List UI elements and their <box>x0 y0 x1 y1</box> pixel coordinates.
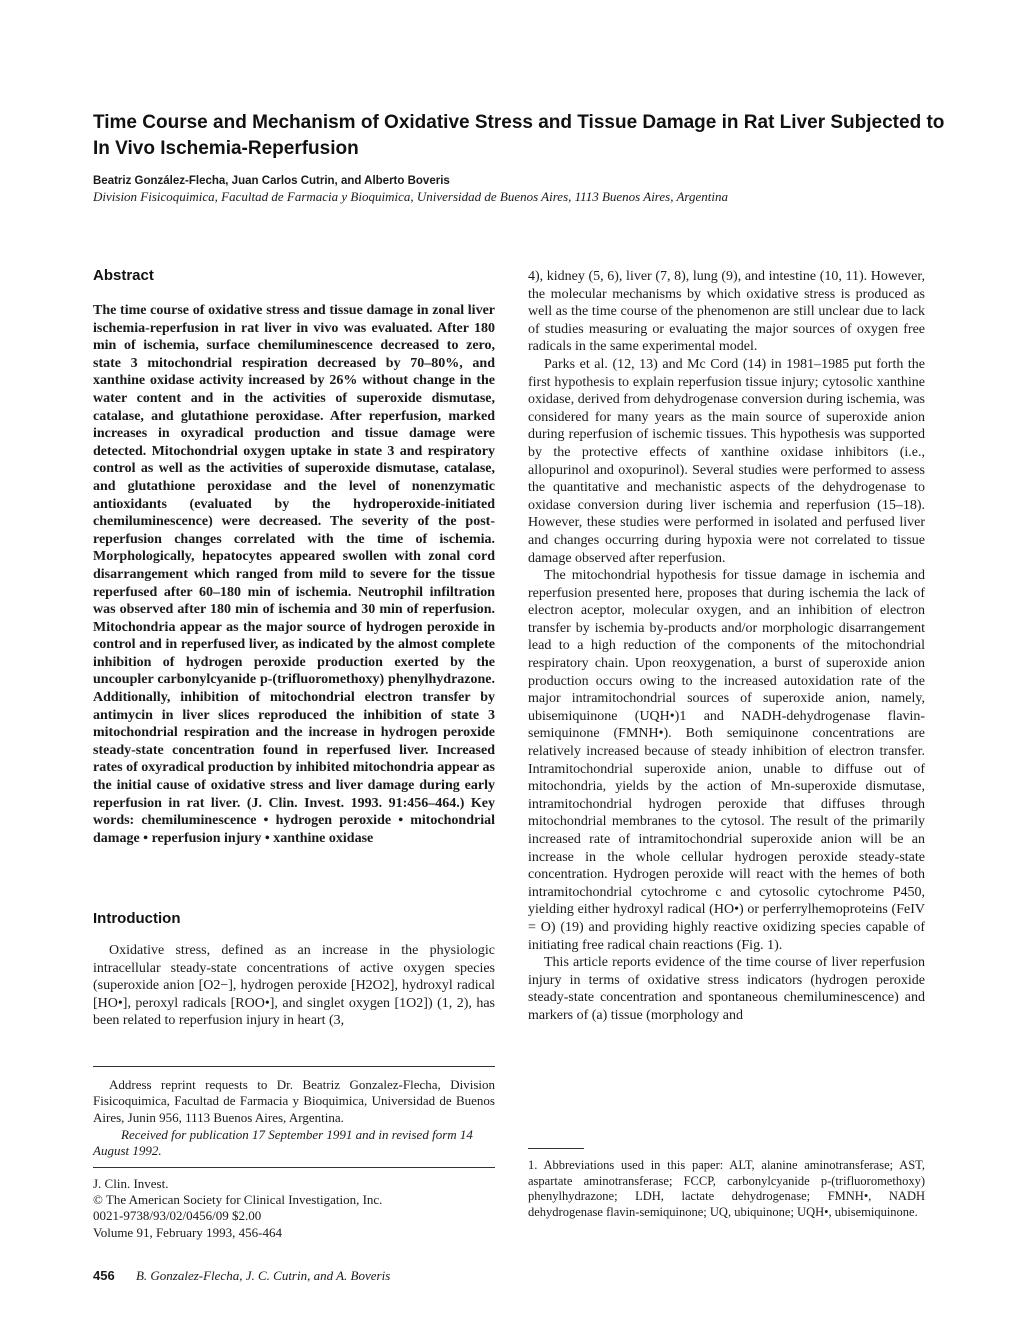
volume: Volume 91, February 1993, 456-464 <box>93 1224 282 1240</box>
paragraph: 4), kidney (5, 6), liver (7, 8), lung (9), and intestine (10, 11). However, the molecular mechanisms by which oxidative stress is produced as well as the time course of the phenomenon are still unclear due to lack of studies measuring or evaluating the major sources of oxygen free radicals in the same experimental model. <box>528 269 925 355</box>
page-number: 456 <box>93 1268 115 1283</box>
running-authors: B. Gonzalez-Flecha, J. C. Cutrin, and A. Boveris <box>135 1268 391 1283</box>
journal-info <box>93 1176 495 1241</box>
article-title: Time Course and Mechanism of Oxidative Stress and Tissue Damage in Rat Liver Subjected to In Vivo Ischemia-Reperfusion <box>93 112 945 159</box>
journal-name: J. Clin. Invest. <box>93 1176 169 1191</box>
paragraph: The mitochondrial hypothesis for tissue damage in ischemia and reperfusion presented here, proposes that during ischemia the lack of electron aceptor, molecular oxygen, and an inhibition of electron transfer by ischemia by-products and/or morphologic disarrangement lead to a high reduction of the components of the mitochondrial respiratory chain. Upon reoxygenation, a burst of superoxide anion production occurs owing to the increased autoxidation rate of the major intramitochondrial sources of superoxide anion, namely, ubisemiquinone (UQH•)1 and NADH-dehydrogenase flavin-semiquinone (FMNH•). Both semiquinone concentrations are relatively increased because of steady inhibition of electron transfer. Intramitochondrial superoxide anion, unable to diffuse out of mitochondria, yields by the action of Mn-superoxide dismutase, intramitochondrial hydrogen peroxide that diffuses through mitochondrial membranes to the cytosol. The result of the primarily increased rate of intramitochondrial superoxide anion will be an increase in the whole cellular hydrogen peroxide steady-state concentration. Hydrogen peroxide will react with the hemes of both intramitochondrial cytochrome c and cytosolic cytochrome P450, yielding either hydroxyl radical (HO•) or perferrylhemoproteins (FeIV = O) (19) and providing highly reactive oxidizing species capable of initiating free radical chain reactions (Fig. 1). <box>528 568 925 953</box>
introduction-heading: Introduction <box>93 910 181 927</box>
paragraph: This article reports evidence of the time course of liver reperfusion injury in terms of oxidative stress indicators (hydrogen peroxide steady-state concentration and spontaneous chemiluminescence) and markers of (a) tissue (morphology and <box>528 955 925 1023</box>
author-list: Beatriz González-Flecha, Juan Carlos Cutrin, and Alberto Boveris <box>93 175 450 187</box>
abstract-text: The time course of oxidative stress and tissue damage in zonal liver ischemia-reperfusion in rat liver in vivo was evaluated. After 180 min of ischemia, surface chemiluminescence decreased to zero, state 3 mitochondrial respiration decreased by 70–80%, and xanthine oxidase activity increased by 26% without change in the water content and in the activities of superoxide dismutase, catalase, and glutathione peroxidase. After reperfusion, marked increases in oxyradical production and tissue damage were detected. Mitochondrial oxygen uptake in state 3 and respiratory control as well as the activities of superoxide dismutase, catalase, and glutathione peroxidase and the level of nonenzymatic antioxidants (evaluated by the hydroperoxide-initiated chemiluminescence) were decreased. The severity of the post-reperfusion changes correlated with the time of ischemia. Morphologically, hepatocytes appeared swollen with zonal cord disarrangement which ranged from mild to severe for the tissue reperfused after 60–180 min of ischemia. Neutrophil infiltration was observed after 180 min of ischemia and 30 min of reperfusion. Mitochondria appear as the major source of hydrogen peroxide in control and in reperfused liver, as indicated by the almost complete inhibition of hydrogen peroxide production exerted by the uncoupler carbonylcyanide p-(trifluoromethoxy) phenylhydrazone. Additionally, inhibition of mitochondrial electron transfer by antimycin in liver slices reproduced the inhibition of state 3 mitochondrial respiration and the increase in hydrogen peroxide steady-state concentration found in reperfused liver. Increased rates of oxyradical production by inhibited mitochondria appear as the initial cause of oxidative stress and liver damage during early reperfusion in rat liver. (J. Clin. Invest. 1993. 91:456–464.) Key words: chemiluminescence • hydrogen peroxide • mitochondrial damage • reperfusion injury • xanthine oxidase <box>93 303 495 846</box>
address-note: Address reprint requests to Dr. Beatriz Gonzalez-Flecha, Division Fisicoquimica, Facultad de Farmacia y Bioquimica, Universidad de Buenos Aires, Junin 956, 1113 Buenos Aires, Argentina. <box>93 1077 495 1125</box>
right-column <box>528 268 925 1025</box>
journal-divider <box>93 1167 495 1168</box>
introduction-text: Oxidative stress, defined as an increase in the physiologic intracellular steady-state concentrations of active oxygen species (superoxide anion [O2−], hydrogen peroxide [H2O2], hydroxyl radical [HO•], peroxyl radicals [ROO•], and singlet oxygen [1O2]) (1, 2), has been related to reperfusion injury in heart (3, <box>93 943 495 1029</box>
footnote-divider <box>93 1066 495 1067</box>
issn: 0021-9738/93/02/0456/09 $2.00 <box>93 1208 262 1224</box>
page-footer <box>93 1268 390 1284</box>
abstract-heading: Abstract <box>93 267 154 284</box>
footnote-divider <box>528 1148 584 1149</box>
received-note: Received for publication 17 September 1991 and in revised form 14 August 1992. <box>93 1127 473 1159</box>
paragraph: Parks et al. (12, 13) and Mc Cord (14) in 1981–1985 put forth the first hypothesis to explain reperfusion tissue injury; cytosolic xanthine oxidase, derived from dehydrogenase conversion during ischemia, was considered for many years as the main source of superoxide anion during reperfusion of ischemic tissues. This hypothesis was supported by the protective effects of xanthine oxidase inhibitors (i.e., allopurinol and oxopurinol). Several studies were performed to assess the quantitative and mechanistic aspects of the dehydrogenase to oxidase conversion during liver ischemia and reperfusion (15–18). However, these studies were performed in isolated and perfused liver and changes occurring during hypoxia were not correlated to tissue damage observed after reperfusion. <box>528 356 925 566</box>
copyright: © The American Society for Clinical Investigation, Inc. <box>93 1192 383 1208</box>
abbreviations-footnote: 1. Abbreviations used in this paper: ALT, alanine aminotransferase; AST, aspartate aminotransferase; FCCP, carbonylcyanide p-(trifluoromethoxy) phenylhydrazone; LDH, lactate dehydrogenase; FMNH•, NADH dehydrogenase flavin-semiquinone; UQ, ubiquinone; UQH•, ubisemiquinone. <box>528 1158 925 1219</box>
affiliation: Division Fisicoquimica, Facultad de Farmacia y Bioquimica, Universidad de Buenos Aires, 1113 Buenos Aires, Argentina <box>93 189 728 204</box>
